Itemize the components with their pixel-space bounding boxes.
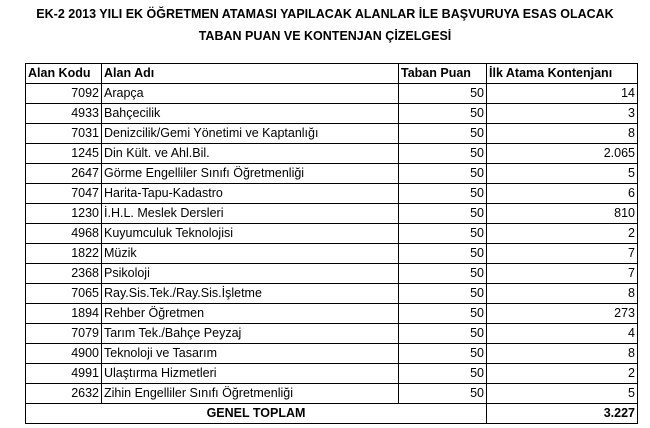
cell-name: Tarım Tek./Bahçe Peyzaj [102, 324, 399, 344]
cell-code: 2368 [26, 264, 102, 284]
cell-code: 7092 [26, 84, 102, 104]
total-value: 3.227 [487, 404, 638, 424]
cell-score: 50 [399, 144, 487, 164]
cell-score: 50 [399, 264, 487, 284]
cell-code: 4933 [26, 104, 102, 124]
cell-quota: 5 [487, 384, 638, 404]
cell-name: Bahçecilik [102, 104, 399, 124]
cell-quota: 7 [487, 244, 638, 264]
cell-name: Din Kült. ve Ahl.Bil. [102, 144, 399, 164]
cell-name: Müzik [102, 244, 399, 264]
cell-name: Ulaştırma Hizmetleri [102, 364, 399, 384]
cell-name: Görme Engelliler Sınıfı Öğretmenliği [102, 164, 399, 184]
cell-quota: 2 [487, 224, 638, 244]
cell-quota: 273 [487, 304, 638, 324]
cell-code: 7031 [26, 124, 102, 144]
cell-quota: 5 [487, 164, 638, 184]
cell-name: Kuyumculuk Teknolojisi [102, 224, 399, 244]
table-row [26, 204, 638, 224]
quota-table [25, 63, 638, 424]
table-row [26, 84, 638, 104]
cell-code: 2647 [26, 164, 102, 184]
column-header-code: Alan Kodu [26, 64, 102, 84]
document-title-line-2: TABAN PUAN VE KONTENJAN ÇİZELGESİ [198, 29, 452, 43]
cell-name: Denizcilik/Gemi Yönetimi ve Kaptanlığı [102, 124, 399, 144]
cell-score: 50 [399, 164, 487, 184]
cell-score: 50 [399, 284, 487, 304]
cell-quota: 810 [487, 204, 638, 224]
cell-score: 50 [399, 344, 487, 364]
column-header-quota: İlk Atama Kontenjanı [487, 64, 638, 84]
cell-score: 50 [399, 84, 487, 104]
cell-score: 50 [399, 244, 487, 264]
cell-code: 1822 [26, 244, 102, 264]
table-body [26, 84, 638, 404]
cell-quota: 7 [487, 264, 638, 284]
table-row [26, 164, 638, 184]
cell-quota: 3 [487, 104, 638, 124]
cell-score: 50 [399, 184, 487, 204]
cell-quota: 8 [487, 284, 638, 304]
cell-quota: 8 [487, 124, 638, 144]
cell-name: Harita-Tapu-Kadastro [102, 184, 399, 204]
cell-code: 1245 [26, 144, 102, 164]
cell-code: 1894 [26, 304, 102, 324]
table-row [26, 184, 638, 204]
cell-code: 2632 [26, 384, 102, 404]
table-row [26, 344, 638, 364]
cell-code: 4968 [26, 224, 102, 244]
cell-score: 50 [399, 124, 487, 144]
table-row [26, 324, 638, 344]
cell-code: 7047 [26, 184, 102, 204]
cell-score: 50 [399, 384, 487, 404]
table-row [26, 364, 638, 384]
cell-name: Arapça [102, 84, 399, 104]
table-row [26, 304, 638, 324]
cell-name: Rehber Öğretmen [102, 304, 399, 324]
cell-name: İ.H.L. Meslek Dersleri [102, 204, 399, 224]
column-header-name: Alan Adı [102, 64, 399, 84]
table-row [26, 284, 638, 304]
cell-quota: 14 [487, 84, 638, 104]
cell-quota: 2 [487, 364, 638, 384]
document-title-line-1: EK-2 2013 YILI EK ÖĞRETMEN ATAMASI YAPILACAK ALANLAR İLE BAŞVURUYA ESAS OLACAK [36, 7, 614, 21]
cell-score: 50 [399, 224, 487, 244]
cell-score: 50 [399, 204, 487, 224]
cell-quota: 2.065 [487, 144, 638, 164]
cell-name: Zihin Engelliler Sınıfı Öğretmenliği [102, 384, 399, 404]
cell-score: 50 [399, 364, 487, 384]
total-row [26, 404, 638, 424]
table-row [26, 244, 638, 264]
table-row [26, 144, 638, 164]
table-row [26, 104, 638, 124]
table-row [26, 384, 638, 404]
cell-score: 50 [399, 104, 487, 124]
cell-quota: 8 [487, 344, 638, 364]
column-header-score: Taban Puan [399, 64, 487, 84]
cell-name: Teknoloji ve Tasarım [102, 344, 399, 364]
table-row [26, 264, 638, 284]
table-header-row [26, 64, 638, 84]
table-row [26, 124, 638, 144]
total-label: GENEL TOPLAM [26, 404, 487, 424]
cell-code: 4900 [26, 344, 102, 364]
cell-quota: 6 [487, 184, 638, 204]
cell-name: Psikoloji [102, 264, 399, 284]
cell-score: 50 [399, 324, 487, 344]
cell-code: 1230 [26, 204, 102, 224]
cell-code: 7079 [26, 324, 102, 344]
cell-name: Ray.Sis.Tek./Ray.Sis.İşletme [102, 284, 399, 304]
cell-quota: 4 [487, 324, 638, 344]
cell-code: 7065 [26, 284, 102, 304]
table-row [26, 224, 638, 244]
cell-code: 4991 [26, 364, 102, 384]
cell-score: 50 [399, 304, 487, 324]
